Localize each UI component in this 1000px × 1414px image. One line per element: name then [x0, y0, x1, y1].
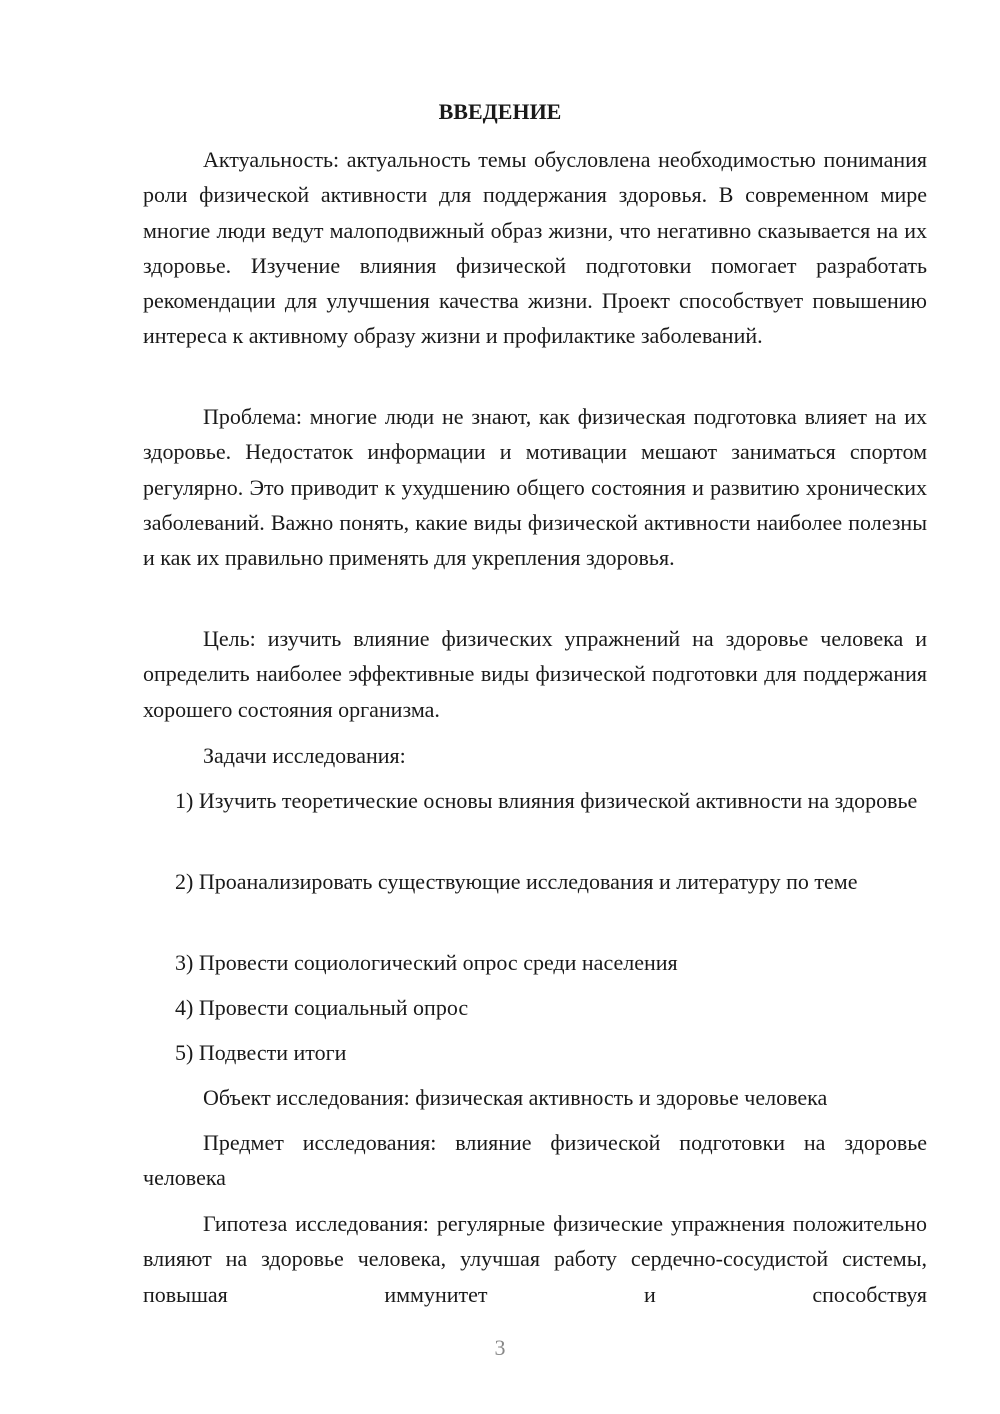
paragraph-problem: Проблема: многие люди не знают, как физическая подготовка влияет на их здоровье. Недостаток информации и мотивации мешают заниматься спортом регулярно. Это приводит к ухудшению общего состояния и развитию хронических заболеваний. Важно понять, какие виды физической активности наиболее полезны и как их правильно применять для укрепления здоровья.: [143, 404, 927, 571]
page-number: 3: [494, 1335, 506, 1360]
paragraph-hypothesis: Гипотеза исследования: регулярные физические упражнения положительно влияют на здоровье человека, улучшая работу сердечно-сосудистой системы, повышая иммунитет и способствуя: [143, 1211, 927, 1307]
paragraph-object: Объект исследования: физическая активность и здоровье человека: [203, 1085, 828, 1110]
task-item-5: 5) Подвести итоги: [175, 1040, 347, 1065]
paragraph-relevance: Актуальность: актуальность темы обусловлена необходимостью понимания роли физической активности для поддержания здоровья. В современном мире многие люди ведут малоподвижный образ жизни, что негативно сказывается на их здоровье. Изучение влияния физической подготовки помогает разработать рекомендации для улучшения качества жизни. Проект способствует повышению интереса к активному образу жизни и профилактике заболеваний.: [143, 147, 927, 349]
paragraph-goal: Цель: изучить влияние физических упражнений на здоровье человека и определить наиболее эффективные виды физической подготовки для поддержания хорошего состояния организма.: [143, 626, 927, 722]
task-item-2: 2) Проанализировать существующие исследования и литературу по теме: [175, 869, 858, 894]
paragraph-subject: Предмет исследования: влияние физической подготовки на здоровье человека: [143, 1130, 927, 1191]
task-item-1: 1) Изучить теоретические основы влияния физической активности на здоровье: [175, 788, 918, 813]
task-item-3: 3) Провести социологический опрос среди населения: [175, 950, 678, 975]
tasks-heading: Задачи исследования:: [203, 743, 406, 768]
section-title: ВВЕДЕНИЕ: [438, 99, 562, 124]
task-item-4: 4) Провести социальный опрос: [175, 995, 469, 1020]
